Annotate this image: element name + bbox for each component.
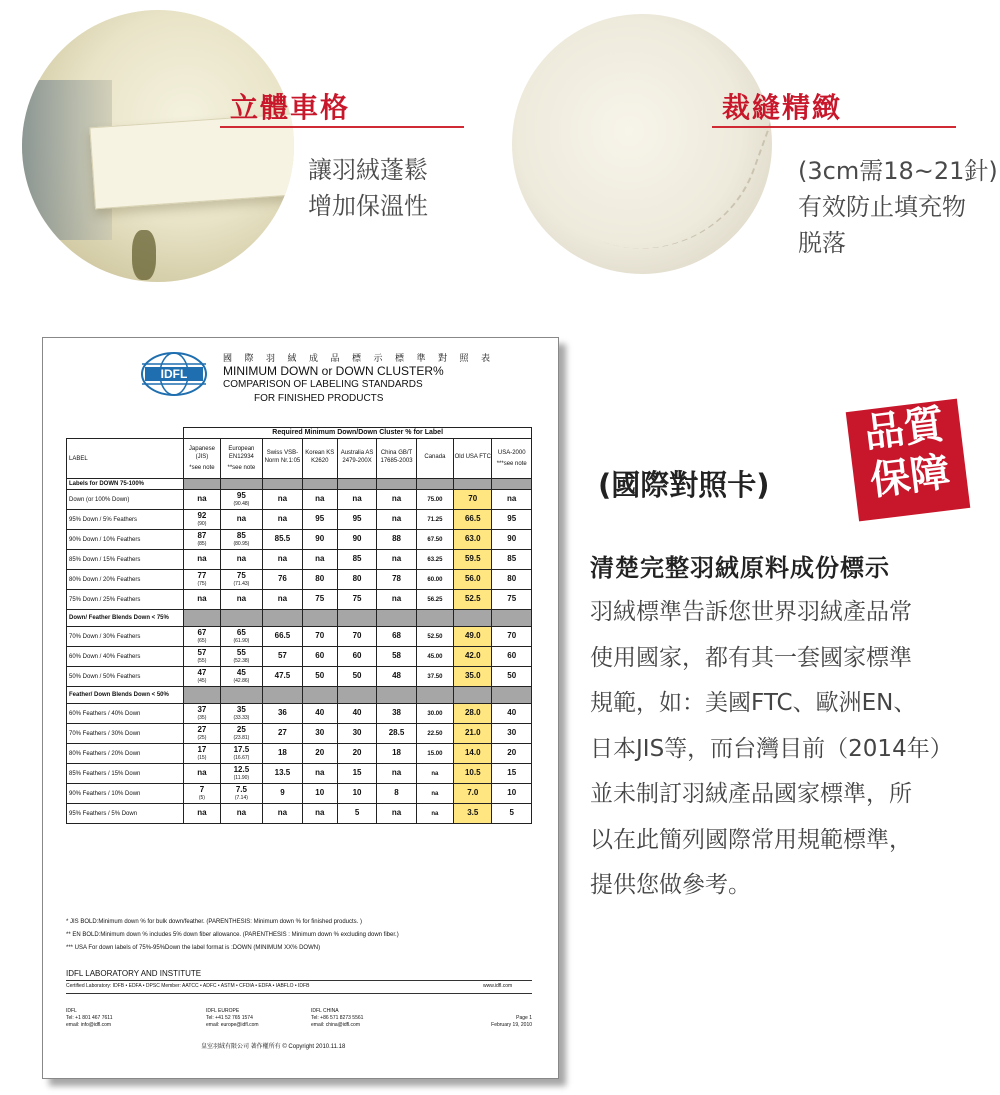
- page-info: Page 1 February 19, 2010: [491, 1015, 532, 1028]
- table-cell: 28.5: [377, 724, 416, 744]
- table-cell: 70: [454, 490, 492, 510]
- table-cell: 47.5: [263, 667, 302, 687]
- table-cell: 5: [337, 804, 376, 824]
- row-label: 50% Down / 50% Feathers: [67, 667, 184, 687]
- table-cell: na: [377, 804, 416, 824]
- feature1-rule: [220, 126, 464, 128]
- pillow-corner-photo: [22, 10, 294, 282]
- table-cell: 56.25: [416, 590, 453, 610]
- paragraph-line: 提供您做參考。: [590, 872, 751, 898]
- table-cell: 95 (90.48): [220, 490, 263, 510]
- table-cell: 45.00: [416, 647, 453, 667]
- table-cell: 28.0: [454, 704, 492, 724]
- logo-text: IDFL: [160, 367, 188, 381]
- table-cell: 36: [263, 704, 302, 724]
- table-cell: 88: [377, 530, 416, 550]
- table-cell: 75 (71.43): [220, 570, 263, 590]
- footer-title: IDFL LABORATORY AND INSTITUTE: [66, 969, 202, 978]
- table-cell: 80: [492, 570, 532, 590]
- table-cell: 20: [302, 744, 337, 764]
- idfl-comparison-card: [42, 337, 559, 1079]
- table-row: [67, 490, 532, 510]
- table-cell: 75: [337, 590, 376, 610]
- table-cell: na: [416, 784, 453, 804]
- column-header: Korean KS K2620: [302, 439, 337, 479]
- table-cell: na: [263, 804, 302, 824]
- table-cell: na: [377, 590, 416, 610]
- table-cell: 3.5: [454, 804, 492, 824]
- description-paragraph: [590, 590, 953, 909]
- section-title: Down/ Feather Blends Down < 75%: [67, 610, 184, 627]
- row-label: 70% Down / 30% Feathers: [67, 627, 184, 647]
- table-cell: 40: [492, 704, 532, 724]
- section-title: Feather/ Down Blends Down < 50%: [67, 687, 184, 704]
- label-header: LABEL: [67, 439, 184, 479]
- table-cell: na: [377, 550, 416, 570]
- table-cell: 52.50: [416, 627, 453, 647]
- subheading: 清楚完整羽絨原料成份標示: [590, 554, 890, 582]
- office-china: IDFL CHINA Tel: +86 571 8273 5561 email: china@idfl.com: [311, 1008, 364, 1028]
- badge-line: 保障: [867, 449, 953, 505]
- table-row: [67, 724, 532, 744]
- badge-line: 品質: [861, 401, 947, 457]
- office-europe: IDFL EUROPE Tel: +41 52 765 1574 email: europe@idfl.com: [206, 1008, 259, 1028]
- column-header: Japanese (JIS) *see note: [184, 439, 220, 479]
- stitching-photo: [512, 14, 772, 274]
- row-label: Down (or 100% Down): [67, 490, 184, 510]
- table-cell: 90: [492, 530, 532, 550]
- table-cell: 8: [377, 784, 416, 804]
- column-header: European EN12934 **see note: [220, 439, 263, 479]
- section-title: Labels for DOWN 75-100%: [67, 479, 184, 490]
- table-cell: 70: [492, 627, 532, 647]
- table-cell: 5: [492, 804, 532, 824]
- feature2-line: 有效防止填充物: [798, 193, 966, 221]
- table-cell: 37.50: [416, 667, 453, 687]
- table-cell: na: [302, 490, 337, 510]
- table-cell: 14.0: [454, 744, 492, 764]
- row-label: 80% Feathers / 20% Down: [67, 744, 184, 764]
- table-cell: 66.5: [454, 510, 492, 530]
- standards-table: [66, 427, 532, 824]
- table-cell: 50: [492, 667, 532, 687]
- table-cell: 38: [377, 704, 416, 724]
- table-cell: 78: [377, 570, 416, 590]
- intl-card-label: (國際對照卡): [598, 468, 770, 502]
- table-cell: 21.0: [454, 724, 492, 744]
- table-cell: 70: [337, 627, 376, 647]
- table-cell: 9: [263, 784, 302, 804]
- paragraph-line: 使用國家，都有其一套國家標準: [590, 644, 912, 671]
- table-cell: na: [302, 550, 337, 570]
- table-cell: 20: [337, 744, 376, 764]
- table-cell: 70: [302, 627, 337, 647]
- table-cell: na: [184, 804, 220, 824]
- table-cell: na: [184, 764, 220, 784]
- feature1-line: 讓羽絨蓬鬆: [308, 156, 428, 184]
- table-cell: 7 (5): [184, 784, 220, 804]
- table-cell: 95: [492, 510, 532, 530]
- table-cell: 85.5: [263, 530, 302, 550]
- column-header: Old USA FTC: [454, 439, 492, 479]
- table-cell: 35 (33.33): [220, 704, 263, 724]
- table-cell: 60: [302, 647, 337, 667]
- table-cell: 80: [337, 570, 376, 590]
- table-row: [67, 590, 532, 610]
- table-cell: 56.0: [454, 570, 492, 590]
- table-cell: na: [377, 764, 416, 784]
- table-cell: 71.25: [416, 510, 453, 530]
- certified-text: Certified Laboratory: IDFB • EDFA • DPSC Member: AATCC • ADFC • ASTM • CFDIA • EDFA • IABFLO • IDFB: [66, 983, 310, 989]
- table-cell: na: [263, 490, 302, 510]
- table-cell: 55 (52.38): [220, 647, 263, 667]
- table-cell: 63.0: [454, 530, 492, 550]
- table-row: [67, 784, 532, 804]
- table-cell: na: [302, 804, 337, 824]
- table-cell: 85 (80.95): [220, 530, 263, 550]
- office-idfl: IDFL Tel: +1 801 467 7611 email: info@idfl.com: [66, 1008, 113, 1028]
- feature1-text: [308, 152, 428, 224]
- table-cell: 17.5 (16.67): [220, 744, 263, 764]
- table-cell: 13.5: [263, 764, 302, 784]
- table-cell: 40: [337, 704, 376, 724]
- table-cell: 95: [302, 510, 337, 530]
- table-cell: na: [220, 590, 263, 610]
- paragraph-line: 規範，如：美國FTC、歐洲EN、: [590, 690, 917, 716]
- table-cell: 10: [492, 784, 532, 804]
- table-cell: 25 (23.81): [220, 724, 263, 744]
- table-cell: 50: [337, 667, 376, 687]
- column-header: China GB/T 17685-2003: [377, 439, 416, 479]
- table-cell: 80: [302, 570, 337, 590]
- table-cell: na: [220, 510, 263, 530]
- table-cell: 59.5: [454, 550, 492, 570]
- table-cell: 20: [492, 744, 532, 764]
- quality-badge: [846, 399, 971, 522]
- feature2-rule: [712, 126, 956, 128]
- table-cell: 92 (90): [184, 510, 220, 530]
- table-cell: 66.5: [263, 627, 302, 647]
- table-cell: 18: [263, 744, 302, 764]
- note-usa: *** USA For down labels of 75%-95%Down the label format is :DOWN (MINIMUM XX% DOWN): [66, 945, 321, 951]
- doc-title-en3: FOR FINISHED PRODUCTS: [254, 393, 384, 404]
- row-label: 95% Feathers / 5% Down: [67, 804, 184, 824]
- table-cell: 10: [337, 784, 376, 804]
- table-cell: 85: [337, 550, 376, 570]
- table-cell: na: [416, 764, 453, 784]
- table-cell: 52.5: [454, 590, 492, 610]
- feature2-line: (3cm需18~21針): [798, 157, 998, 185]
- table-cell: 77 (75): [184, 570, 220, 590]
- table-cell: na: [263, 550, 302, 570]
- feature1-line: 增加保溫性: [308, 192, 428, 220]
- table-cell: na: [302, 764, 337, 784]
- table-cell: 22.50: [416, 724, 453, 744]
- table-cell: 65 (61.90): [220, 627, 263, 647]
- row-label: 90% Feathers / 10% Down: [67, 784, 184, 804]
- table-row: [67, 627, 532, 647]
- table-cell: 68: [377, 627, 416, 647]
- table-cell: 35.0: [454, 667, 492, 687]
- table-cell: 48: [377, 667, 416, 687]
- table-row: [67, 764, 532, 784]
- table-cell: na: [263, 510, 302, 530]
- footer-rule: [66, 993, 532, 994]
- table-cell: 45 (42.86): [220, 667, 263, 687]
- table-cell: 63.25: [416, 550, 453, 570]
- table-cell: 7.0: [454, 784, 492, 804]
- table-cell: 75.00: [416, 490, 453, 510]
- table-cell: 18: [377, 744, 416, 764]
- table-cell: 60: [492, 647, 532, 667]
- table-cell: 27 (25): [184, 724, 220, 744]
- table-cell: 37 (35): [184, 704, 220, 724]
- table-cell: 42.0: [454, 647, 492, 667]
- table-row: [67, 744, 532, 764]
- table-row: [67, 804, 532, 824]
- paragraph-line: 以在此簡列國際常用規範標準，: [590, 826, 912, 853]
- row-label: 90% Down / 10% Feathers: [67, 530, 184, 550]
- table-cell: 60.00: [416, 570, 453, 590]
- table-cell: 95: [337, 510, 376, 530]
- table-cell: 57: [263, 647, 302, 667]
- copyright: 皇室羽絨有限公司 著作權所有 © Copyright 2010.11.18: [201, 1044, 346, 1050]
- table-cell: 75: [302, 590, 337, 610]
- table-row: [67, 530, 532, 550]
- table-cell: 50: [302, 667, 337, 687]
- table-cell: 30: [337, 724, 376, 744]
- table-cell: 76: [263, 570, 302, 590]
- row-label: 80% Down / 20% Feathers: [67, 570, 184, 590]
- column-header: Swiss VSB-Norm Nr.1:05: [263, 439, 302, 479]
- table-caption: Required Minimum Down/Down Cluster % for Label: [184, 428, 532, 439]
- feature1-heading: 立體車格: [230, 91, 351, 124]
- feature2-line: 脱落: [798, 229, 846, 257]
- table-cell: 40: [302, 704, 337, 724]
- table-row: [67, 667, 532, 687]
- table-cell: 30: [492, 724, 532, 744]
- table-row: [67, 570, 532, 590]
- doc-title-en1: MINIMUM DOWN or DOWN CLUSTER%: [223, 364, 444, 378]
- table-row: [67, 550, 532, 570]
- table-cell: 67 (65): [184, 627, 220, 647]
- row-label: 60% Feathers / 40% Down: [67, 704, 184, 724]
- column-header: Australia AS 2479-200X: [337, 439, 376, 479]
- table-cell: 12.5 (11.90): [220, 764, 263, 784]
- row-label: 85% Feathers / 15% Down: [67, 764, 184, 784]
- note-en: ** EN BOLD:Minimum down % includes 5% down fiber allowance. (PARENTHESIS : Minimum down % excluding down fiber.): [66, 932, 399, 938]
- table-cell: na: [337, 490, 376, 510]
- table-cell: 30: [302, 724, 337, 744]
- row-label: 95% Down / 5% Feathers: [67, 510, 184, 530]
- feature2-heading: 裁縫精緻: [722, 91, 843, 124]
- doc-title-en2: COMPARISON OF LABELING STANDARDS: [223, 379, 423, 390]
- table-cell: na: [377, 490, 416, 510]
- table-row: [67, 647, 532, 667]
- table-cell: 7.5 (7.14): [220, 784, 263, 804]
- table-cell: na: [377, 510, 416, 530]
- table-cell: 85: [492, 550, 532, 570]
- table-cell: 58: [377, 647, 416, 667]
- paragraph-line: 日本JIS等，而台灣目前（2014年）: [590, 735, 953, 762]
- table-cell: na: [220, 550, 263, 570]
- table-cell: na: [220, 804, 263, 824]
- feature2-text: [798, 153, 998, 261]
- table-cell: 15: [337, 764, 376, 784]
- table-cell: 10: [302, 784, 337, 804]
- column-header: USA-2000 ***see note: [492, 439, 532, 479]
- table-cell: 15: [492, 764, 532, 784]
- table-cell: 90: [302, 530, 337, 550]
- table-cell: na: [184, 590, 220, 610]
- idfl-logo-icon: [139, 351, 209, 397]
- table-row: [67, 510, 532, 530]
- table-cell: 15.00: [416, 744, 453, 764]
- table-cell: 17 (15): [184, 744, 220, 764]
- table-cell: na: [184, 490, 220, 510]
- table-cell: 47 (45): [184, 667, 220, 687]
- table-cell: na: [184, 550, 220, 570]
- table-cell: na: [263, 590, 302, 610]
- table-cell: 67.50: [416, 530, 453, 550]
- table-cell: 30.00: [416, 704, 453, 724]
- table-cell: 90: [337, 530, 376, 550]
- table-cell: 60: [337, 647, 376, 667]
- paragraph-line: 並未制訂羽絨產品國家標準，所: [590, 781, 912, 807]
- row-label: 75% Down / 25% Feathers: [67, 590, 184, 610]
- table-cell: na: [492, 490, 532, 510]
- table-cell: 75: [492, 590, 532, 610]
- column-header: Canada: [416, 439, 453, 479]
- row-label: 70% Feathers / 30% Down: [67, 724, 184, 744]
- table-cell: 27: [263, 724, 302, 744]
- note-jis: * JIS BOLD:Minimum down % for bulk down/feather. (PARENTHESIS: Minimum down % for finished products. ): [66, 919, 362, 925]
- table-cell: 87 (85): [184, 530, 220, 550]
- table-cell: 49.0: [454, 627, 492, 647]
- row-label: 60% Down / 40% Feathers: [67, 647, 184, 667]
- doc-title-zh: 國 際 羽 絨 成 品 標 示 標 準 對 照 表: [223, 353, 496, 363]
- row-label: 85% Down / 15% Feathers: [67, 550, 184, 570]
- table-row: [67, 704, 532, 724]
- table-cell: 10.5: [454, 764, 492, 784]
- table-cell: 57 (55): [184, 647, 220, 667]
- paragraph-line: 羽絨標準告訴您世界羽絨產品常: [590, 599, 912, 625]
- website: www.idfl.com: [483, 983, 513, 989]
- footer-rule: [66, 980, 532, 981]
- table-cell: na: [416, 804, 453, 824]
